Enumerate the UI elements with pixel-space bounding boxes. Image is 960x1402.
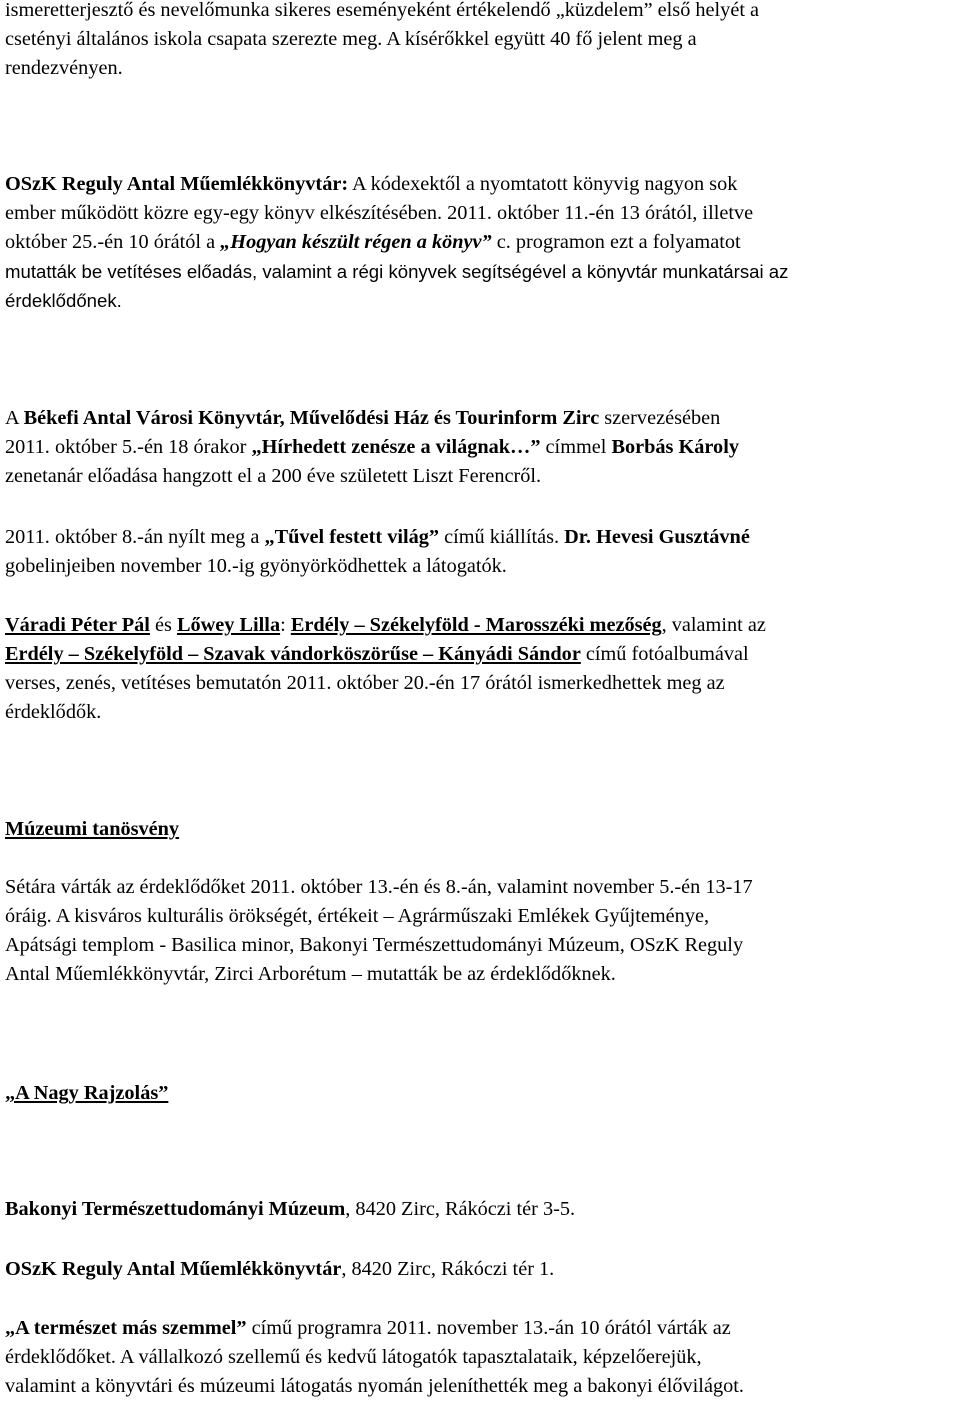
nature-program-paragraph: „A természet más szemmel” című programra 2011. november 13.-án 10 órától várták az érdeklődőket. A vállalkozó szellemű és kedvű látogatók tapasztalataik, képzelőerejük, valamint a könyvtári és múzeumi látogatás nyomán jeleníthették meg a bakonyi élővilágot. — [5, 1317, 744, 1397]
museum-address: Bakonyi Természettudományi Múzeum, 8420 Zirc, Rákóczi tér 3-5. — [5, 1198, 576, 1220]
exhibition-paragraph: 2011. október 8.-án nyílt meg a „Tűvel festett világ” című kiállítás. Dr. Hevesi Gusztávné gobelinjeiben november 10.-ig gyönyörködhettek a látogatók. — [5, 526, 750, 577]
photo-album-paragraph: Váradi Péter Pál és Lőwey Lilla: Erdély – Székelyföld - Marosszéki mezőség, valamint az Erdély – Székelyföld – Szavak vándorköszörűse – Kányádi Sándor című fotóalbumával verses, zenés, vetítéses bemutatón 2011. október 20.-én 17 órától ismerkedhettek meg az érdeklődők. — [5, 614, 766, 723]
library-address: OSzK Reguly Antal Műemlékkönyvtár, 8420 Zirc, Rákóczi tér 1. — [5, 1258, 555, 1280]
liszt-event-paragraph: A Békefi Antal Városi Könyvtár, Művelődési Ház és Tourinform Zirc szervezésében 2011. október 5.-én 18 órakor „Hírhedett zenésze a világnak…” címmel Borbás Károly zenetanár előadása hangzott el a 200 éve született Liszt Ferencről. — [5, 407, 739, 487]
museum-trail-paragraph: Sétára várták az érdeklődőket 2011. október 13.-én és 8.-án, valamint november 5.-én 13-17 óráig. A kisváros kulturális örökségét, értékeit – Agrárműszaki Emlékek Gyűjteménye, Apátsági templom - Basilica minor, Bakonyi Természettudományi Múzeum, OSzK Reguly Antal Műemlékkönyvtár, Zirci Arborétum – mutatták be az érdeklődőknek. — [5, 876, 753, 985]
intro-paragraph: ismeretterjesztő és nevelőmunka sikeres eseményeként értékelendő „küzdelem” első helyét a csetényi általános iskola csapata szerezte meg. A kísérőkkel együtt 40 fő jelent meg a rendezvényen. — [5, 0, 760, 79]
section-heading-big-drawing: „A Nagy Rajzolás” — [5, 1082, 169, 1104]
library-paragraph: OSzK Reguly Antal Műemlékkönyvtár: A kódexektől a nyomtatott könyvig nagyon sok ember működött közre egy-egy könyv elkészítésében. 2011. október 11.-én 13 órától, illetve október 25.-én 10 órától a „Hogyan készült régen a könyv” c. programon ezt a folyamatot mutatták be vetítéses előadás, valamint a régi könyvek segítségével a könyvtár munkatársai az érdeklődőnek. — [5, 173, 789, 311]
section-heading-museum-trail: Múzeumi tanösvény — [5, 818, 180, 840]
